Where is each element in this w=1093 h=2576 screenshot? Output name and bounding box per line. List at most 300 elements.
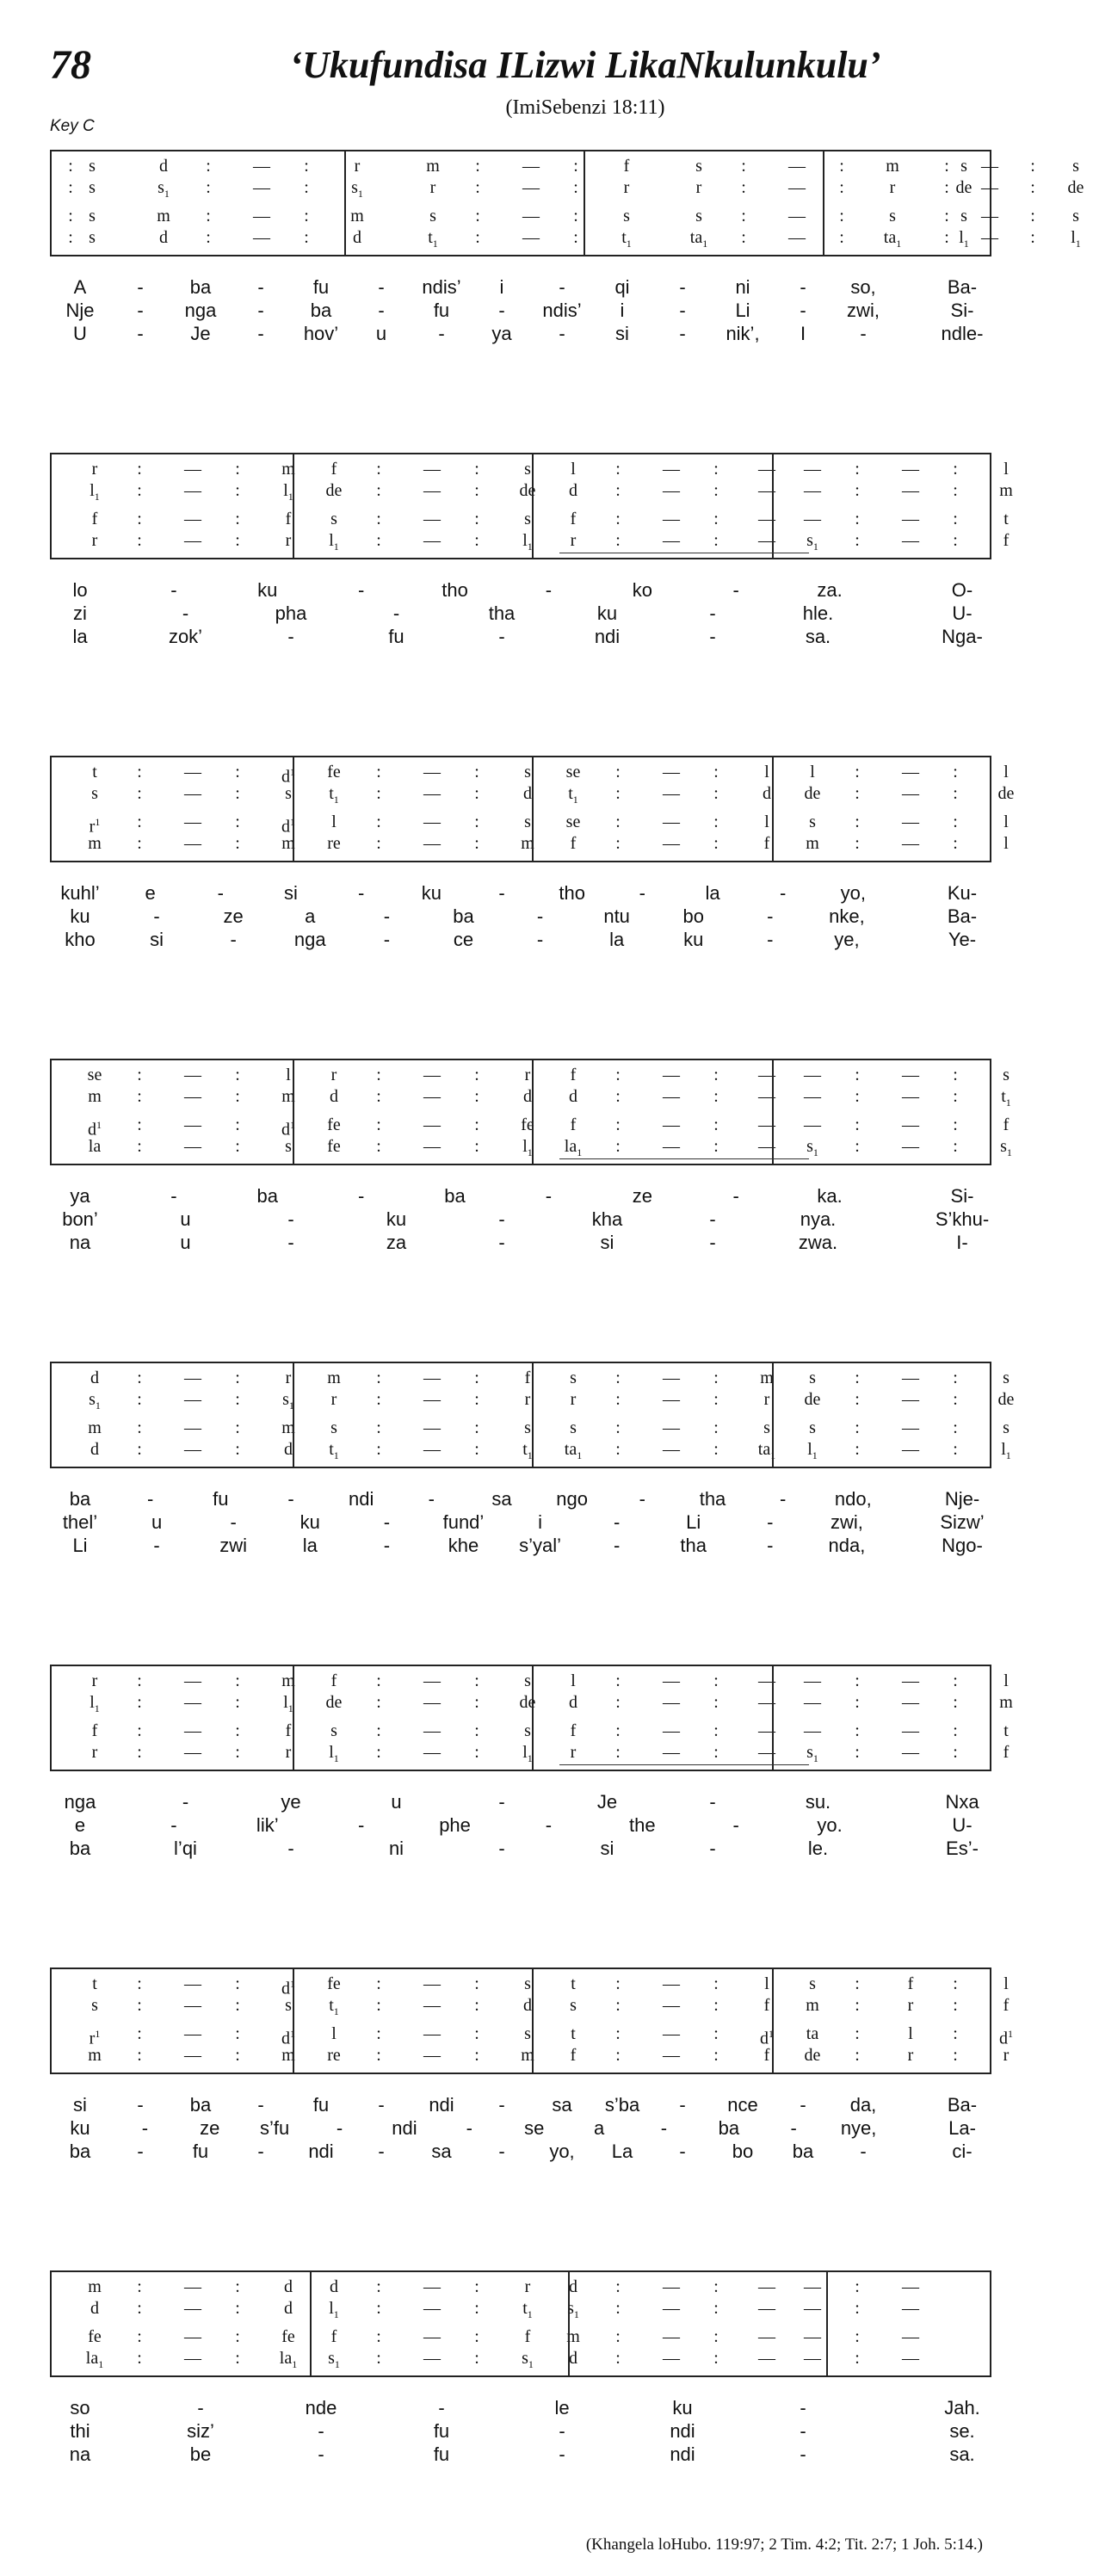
solfa-staff	[50, 1665, 1013, 1771]
solfa-note: :	[235, 2277, 240, 2296]
solfa-note: :	[474, 1996, 479, 2015]
solfa-note: :	[713, 1115, 719, 1134]
lyric-syllable: ndi	[348, 1488, 374, 1510]
solfa-note: —	[423, 1368, 441, 1387]
solfa-note: :	[137, 763, 142, 781]
voice-row	[52, 227, 1081, 250]
solfa-note: :	[713, 1368, 719, 1387]
lyric-syllable: so	[70, 2397, 90, 2418]
solfa-note: :	[953, 531, 958, 550]
music-system	[50, 453, 1013, 711]
solfa-note: —	[902, 2327, 919, 2346]
solfa-note: —	[184, 1390, 201, 1409]
solfa-note: —	[184, 1368, 201, 1387]
solfa-note: —	[804, 481, 821, 500]
solfa-note: :	[839, 228, 844, 247]
solfa-note: de	[519, 481, 536, 500]
barline	[293, 1060, 294, 1164]
solfa-note: :	[953, 1368, 958, 1387]
lyric-syllable: s’yal’	[519, 1535, 561, 1556]
solfa-note: —	[184, 834, 201, 853]
solfa-note: f	[524, 1368, 531, 1387]
lyric-syllable: -	[536, 929, 544, 950]
lyric-syllable: ndi	[670, 2420, 695, 2442]
solfa-note: —	[902, 1368, 919, 1387]
solfa-note: l	[1003, 834, 1009, 853]
voice-row	[52, 2298, 990, 2319]
solfa-note: :	[235, 1418, 240, 1437]
solfa-note: $l_1$	[329, 1743, 339, 1764]
solfa-note: r	[623, 178, 630, 197]
solfa-note: $ta_1$	[564, 1440, 583, 1461]
lyric-syllable: -	[639, 1488, 645, 1510]
solfa-note: m	[88, 1418, 102, 1437]
solfa-note: :	[475, 178, 480, 197]
lyric-syllable: Li	[735, 300, 750, 321]
lyric-syllable: ba	[310, 300, 332, 321]
solfa-note: :	[137, 460, 142, 479]
solfa-note: d	[569, 1087, 577, 1106]
lyric-syllable: bon’	[62, 1208, 98, 1230]
lyric-syllable: -	[709, 1208, 716, 1230]
solfa-note: s	[524, 1671, 531, 1690]
voice-row	[52, 1389, 1015, 1412]
solfa-note: m	[281, 1671, 295, 1690]
lyric-syllable: ye,	[834, 929, 860, 950]
solfa-note: —	[184, 1743, 201, 1762]
solfa-note: l	[286, 1066, 291, 1084]
solfa-note: —	[663, 1137, 680, 1156]
lyric-syllable: -	[153, 1535, 160, 1556]
solfa-note: de	[997, 1390, 1015, 1409]
solfa-note: f	[763, 1996, 770, 2015]
solfa-note: d	[569, 1693, 577, 1712]
lyric-syllable: thel’	[62, 1511, 98, 1533]
solfa-note: :	[855, 784, 860, 803]
lyric-syllable: s’fu	[260, 2117, 290, 2139]
solfa-note: —	[423, 1418, 441, 1437]
lyric-syllable: -	[613, 1535, 621, 1556]
lyric-line	[50, 1534, 991, 1557]
barline	[293, 757, 294, 861]
lyric-syllable: -	[137, 2094, 144, 2116]
lyric-syllable: -	[800, 2420, 806, 2442]
solfa-note: :	[235, 763, 240, 781]
solfa-note: d	[523, 1087, 532, 1106]
solfa-note: m	[88, 2046, 102, 2065]
lyric-syllable: -	[257, 2094, 264, 2116]
lyric-syllable: -	[257, 2140, 264, 2162]
lyric-syllable: -	[438, 323, 445, 344]
solfa-note: —	[663, 1066, 680, 1084]
solfa-note: :	[376, 481, 381, 500]
solfa-note: :	[137, 2277, 142, 2296]
solfa-note: :	[944, 178, 949, 197]
solfa-note: :	[376, 1743, 381, 1762]
solfa-note: $t_1$	[329, 1440, 339, 1461]
solfa-note: l	[1003, 812, 1009, 831]
lyric-syllable: siz’	[187, 2420, 214, 2442]
solfa-note: :	[137, 1418, 142, 1437]
solfa-note: —	[663, 784, 680, 803]
solfa-note: de	[804, 784, 821, 803]
solfa-note: ta	[806, 2024, 819, 2043]
lyric-syllable: ze	[223, 905, 244, 927]
lyric-syllable: -	[800, 2443, 806, 2465]
solfa-note: :	[475, 228, 480, 247]
solfa-note: —	[184, 784, 201, 803]
lyric-line	[50, 1813, 991, 1837]
lyric-syllable: -	[146, 1488, 154, 1510]
solfa-note: f	[1003, 1996, 1010, 2015]
solfa-note: s	[1072, 207, 1079, 225]
lyric-syllable: -	[800, 276, 806, 298]
lyric-syllable: zwi	[219, 1535, 248, 1556]
lyric-syllable: -	[170, 1814, 177, 1836]
lyric-syllable: si	[150, 929, 164, 950]
lyric-syllable: ba	[69, 1838, 91, 1859]
solfa-note: :	[615, 1693, 621, 1712]
solfa-note: :	[137, 812, 142, 831]
solfa-note: :	[953, 1087, 958, 1106]
lyric-syllable: yo,	[549, 2140, 575, 2162]
lyric-syllable: -	[613, 1511, 621, 1533]
solfa-note: —	[981, 178, 998, 197]
solfa-note: s	[960, 207, 967, 225]
solfa-note: —	[423, 812, 441, 831]
lyric-syllable: -	[559, 2443, 565, 2465]
song-number: 78	[50, 42, 91, 88]
solfa-note: :	[615, 1137, 621, 1156]
solfa-note: :	[855, 2277, 860, 2296]
voice-row	[52, 783, 1015, 806]
lyric-syllable: qi	[614, 276, 630, 298]
lyric-syllable: -	[287, 626, 294, 647]
solfa-note: —	[663, 2349, 680, 2368]
solfa-note: s	[960, 157, 967, 176]
voice-row	[52, 1136, 1012, 1158]
lyric-syllable: ba	[256, 1185, 279, 1207]
lyric-syllable: -	[536, 905, 544, 927]
solfa-note: :	[474, 1440, 479, 1459]
lyric-syllable: na	[69, 1232, 91, 1253]
solfa-note: d	[284, 1440, 293, 1459]
solfa-note: :	[615, 1066, 621, 1084]
solfa-note: :	[137, 481, 142, 500]
lyric-syllable: u	[180, 1232, 191, 1253]
voice-row	[52, 1974, 1009, 1998]
solfa-note: —	[423, 1390, 441, 1409]
solfa-note: —	[902, 763, 919, 781]
solfa-note: :	[235, 1996, 240, 2015]
solfa-note: —	[902, 784, 919, 803]
solfa-note: :	[855, 2046, 860, 2065]
solfa-note: —	[758, 1087, 775, 1106]
lyric-syllable: zwi,	[847, 300, 880, 321]
lyric-syllable: ku	[257, 579, 278, 601]
lyric-syllable: hov’	[303, 323, 339, 344]
solfa-note: —	[902, 531, 919, 550]
lyric-syllable: ku	[672, 2397, 693, 2418]
music-system	[50, 756, 1015, 1014]
solfa-note: se	[565, 812, 581, 831]
solfa-note: $d^1$	[281, 2028, 295, 2048]
solfa-note: :	[206, 157, 211, 176]
solfa-note: —	[423, 1137, 441, 1156]
lyric-syllable: e	[74, 1814, 86, 1836]
solfa-note: l	[764, 763, 769, 781]
solfa-note: —	[663, 812, 680, 831]
voice-row	[52, 177, 1084, 200]
lyric-syllable: ya	[70, 1185, 90, 1207]
solfa-note: :	[615, 510, 621, 528]
solfa-note: s	[91, 1996, 98, 2015]
lyric-syllable: si	[284, 882, 298, 904]
solfa-note: —	[804, 1721, 821, 1740]
solfa-note: l	[908, 2024, 913, 2043]
solfa-note: f	[91, 510, 98, 528]
solfa-note: de	[325, 481, 343, 500]
solfa-note: se	[87, 1066, 102, 1084]
solfa-note: —	[663, 1743, 680, 1762]
solfa-note: l	[764, 812, 769, 831]
solfa-note: $t_1$	[329, 1996, 339, 2017]
lyric-syllable: nde	[305, 2397, 337, 2418]
solfa-note: —	[663, 1115, 680, 1134]
solfa-note: :	[953, 763, 958, 781]
lyric-syllable: -	[732, 579, 739, 601]
lyric-syllable: fund’	[442, 1511, 485, 1533]
lyric-syllable: -	[779, 882, 787, 904]
music-system	[50, 1059, 1012, 1317]
solfa-note: :	[137, 1115, 142, 1134]
voice-row	[52, 1995, 1010, 2017]
lyric-syllable: -	[217, 882, 224, 904]
solfa-note: s	[809, 1974, 816, 1993]
solfa-note: f	[763, 834, 770, 853]
solfa-note: :	[855, 510, 860, 528]
solfa-note: —	[423, 1743, 441, 1762]
lyric-syllable: -	[383, 929, 391, 950]
solfa-note: d	[330, 1087, 338, 1106]
solfa-note: :	[474, 812, 479, 831]
lyric-syllable: ku	[421, 882, 442, 904]
solfa-note: —	[184, 2277, 201, 2296]
solfa-note: r	[570, 531, 577, 550]
solfa-note: :	[713, 1418, 719, 1437]
lyric-syllable: tha	[699, 1488, 726, 1510]
lyric-syllable: tha	[488, 602, 516, 624]
solfa-note: —	[184, 2299, 201, 2318]
solfa-note: :	[376, 2299, 381, 2318]
solfa-note: $l_1$	[522, 1137, 533, 1158]
lyric-syllable: ndi	[392, 2117, 417, 2139]
solfa-note: t	[1003, 510, 1009, 528]
solfa-note: :	[304, 157, 309, 176]
lyric-syllable: -	[709, 626, 716, 647]
solfa-note: —	[758, 1137, 775, 1156]
lyric-syllable: ka.	[817, 1185, 843, 1207]
solfa-note: :	[713, 531, 719, 550]
lyric-syllable: la	[302, 1535, 318, 1556]
solfa-note: l	[571, 1671, 576, 1690]
solfa-note: —	[902, 1066, 919, 1084]
lyric-syllable: -	[800, 2397, 806, 2418]
solfa-note: m	[806, 834, 819, 853]
lyric-syllable: nda,	[828, 1535, 866, 1556]
solfa-note: :	[953, 1115, 958, 1134]
solfa-note: :	[573, 178, 578, 197]
solfa-note: d	[330, 2277, 338, 2296]
solfa-note: :	[474, 1368, 479, 1387]
solfa-note: :	[68, 157, 73, 176]
solfa-note: f	[524, 2327, 531, 2346]
solfa-note: :	[474, 1066, 479, 1084]
solfa-note: $l_1$	[329, 2299, 339, 2320]
lyrics-block	[50, 1184, 991, 1254]
solfa-note: —	[902, 1743, 919, 1762]
solfa-note: :	[137, 1721, 142, 1740]
solfa-note: :	[235, 2349, 240, 2368]
lyric-syllable: ya	[491, 323, 512, 344]
solfa-note: d	[763, 784, 771, 803]
footer-references: (Khangela loHubo. 119:97; 2 Tim. 4:2; Tit. 2:7; 1 Joh. 5:14.)	[585, 2536, 983, 2554]
solfa-note: :	[713, 1440, 719, 1459]
lyric-syllable: lo	[72, 579, 88, 601]
solfa-note: s	[524, 460, 531, 479]
solfa-note: —	[423, 2299, 441, 2318]
solfa-note: s	[89, 157, 96, 176]
voice-row	[52, 1368, 1010, 1388]
solfa-note: m	[760, 1368, 774, 1387]
solfa-note: $s_1$	[806, 1137, 818, 1158]
solfa-note: :	[953, 784, 958, 803]
solfa-note: :	[615, 1418, 621, 1437]
solfa-note: —	[663, 1996, 680, 2015]
solfa-note: t	[571, 1974, 576, 1993]
solfa-note: $s_1$	[157, 178, 170, 200]
voice-row	[52, 459, 1009, 479]
solfa-note: :	[137, 834, 142, 853]
solfa-note: :	[713, 2277, 719, 2296]
lyrics-block	[50, 1487, 991, 1557]
solfa-note: f	[763, 2046, 770, 2065]
solfa-note: —	[423, 2046, 441, 2065]
solfa-note: :	[474, 2299, 479, 2318]
solfa-note: —	[788, 178, 806, 197]
solfa-note: :	[615, 2046, 621, 2065]
solfa-note: se	[565, 763, 581, 781]
solfa-note: :	[953, 481, 958, 500]
lyric-syllable: za	[386, 1232, 407, 1253]
solfa-note: :	[474, 1137, 479, 1156]
lyric-syllable: -	[498, 882, 505, 904]
solfa-note: :	[615, 1743, 621, 1762]
solfa-note: :	[713, 834, 719, 853]
solfa-note: fe	[88, 2327, 102, 2346]
lyric-syllable: u	[375, 323, 387, 344]
solfa-note: :	[1030, 228, 1035, 247]
solfa-note: —	[423, 1996, 441, 2015]
solfa-note: —	[758, 1066, 775, 1084]
lyric-syllable: -	[767, 1535, 774, 1556]
solfa-note: $d^1$	[281, 1978, 295, 1998]
solfa-note: —	[423, 2327, 441, 2346]
lyric-syllable: -	[860, 323, 867, 344]
solfa-note: $l_1$	[1071, 228, 1081, 250]
lyric-line	[50, 625, 991, 648]
solfa-note: f	[330, 1671, 337, 1690]
solfa-note: :	[475, 207, 480, 225]
solfa-note: :	[474, 481, 479, 500]
solfa-note: :	[855, 460, 860, 479]
solfa-note: s	[89, 178, 96, 197]
lyric-line	[50, 1487, 991, 1510]
solfa-note: d	[284, 2277, 293, 2296]
solfa-note: :	[953, 2046, 958, 2065]
solfa-note: —	[184, 1996, 201, 2015]
lyric-syllable: -	[336, 2117, 343, 2139]
lyric-syllable: kuhl’	[60, 882, 100, 904]
solfa-note: f	[330, 2327, 337, 2346]
solfa-note: $l_1$	[329, 531, 339, 553]
solfa-note: —	[423, 763, 441, 781]
lyric-syllable: U	[73, 323, 87, 344]
solfa-note: s	[570, 1368, 577, 1387]
lyric-syllable: -	[257, 276, 264, 298]
scripture-reference: (ImiSebenzi 18:11)	[505, 96, 665, 119]
lyric-syllable: -	[498, 2094, 505, 2116]
solfa-note: :	[615, 834, 621, 853]
solfa-note: :	[376, 784, 381, 803]
lyric-syllable: -	[378, 300, 385, 321]
solfa-note: :	[615, 1115, 621, 1134]
solfa-note: —	[522, 178, 540, 197]
solfa-note: :	[235, 481, 240, 500]
solfa-note: —	[184, 2349, 201, 2368]
solfa-note: —	[184, 1087, 201, 1106]
solfa-note: :	[474, 1743, 479, 1762]
solfa-note: :	[713, 1743, 719, 1762]
solfa-note: l	[810, 763, 815, 781]
solfa-note: :	[1030, 157, 1035, 176]
solfa-note: —	[804, 510, 821, 528]
solfa-note: :	[855, 2024, 860, 2043]
solfa-note: :	[713, 1693, 719, 1712]
solfa-note: f	[570, 1066, 577, 1084]
solfa-note: r	[889, 178, 896, 197]
solfa-note: :	[855, 1996, 860, 2015]
solfa-note: :	[741, 178, 746, 197]
lyric-syllable: ni	[388, 1838, 404, 1859]
music-system	[50, 1968, 1013, 2226]
solfa-note: :	[713, 460, 719, 479]
solfa-note: —	[184, 2046, 201, 2065]
solfa-note: —	[184, 510, 201, 528]
lyric-syllable: Je	[190, 323, 211, 344]
solfa-note: r	[91, 460, 98, 479]
solfa-note: :	[615, 1671, 621, 1690]
lyric-syllable: ku	[70, 905, 90, 927]
solfa-note: re	[327, 2046, 341, 2065]
solfa-note: $t_1$	[329, 784, 339, 806]
barline	[772, 757, 774, 861]
solfa-note: :	[474, 1721, 479, 1740]
solfa-note: :	[615, 763, 621, 781]
barline	[293, 1666, 294, 1770]
solfa-note: :	[855, 1418, 860, 1437]
voice-row	[52, 2348, 990, 2369]
